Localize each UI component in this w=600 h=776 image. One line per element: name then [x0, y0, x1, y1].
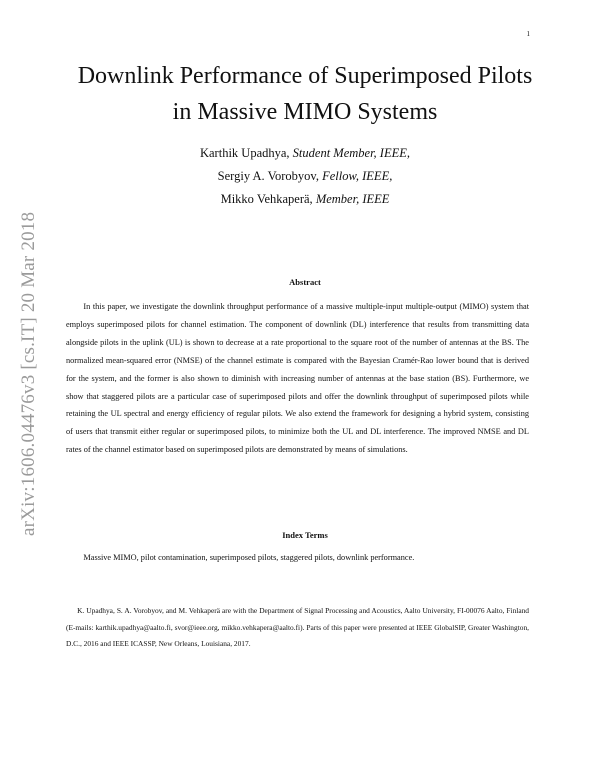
- index-terms-text: Massive MIMO, pilot contamination, superimposed pilots, staggered pilots, downlink performance.: [83, 553, 415, 562]
- author-list: [40, 142, 570, 211]
- title-line-2: in Massive MIMO Systems: [172, 99, 438, 125]
- author-1-name: Karthik Upadhya,: [199, 146, 290, 160]
- title-line-1: Downlink Performance of Superimposed Pilots: [77, 63, 533, 89]
- page-number: 1: [526, 30, 530, 38]
- author-1-affiliation: Student Member, IEEE,: [292, 146, 410, 160]
- author-3-name: Mikko Vehkaperä,: [220, 192, 313, 206]
- author-3-affiliation: Member, IEEE: [315, 192, 390, 206]
- author-footnote: K. Upadhya, S. A. Vorobyov, and M. Vehkaperä are with the Department of Signal Processing and Acoustics, Aalto University, FI-00076 Aalto, Finland (E-mails: karthik.upadhya@aalto.fi, svor@ieee.org, mikko.vehkapera@aalto.fi). Parts of this paper were presented at IEEE GlobalSIP, Greater Washington, D.C., 2016 and IEEE ICASSP, New Orleans, Louisiana, 2017.: [66, 606, 529, 648]
- abstract-heading: Abstract: [289, 277, 321, 287]
- author-3: [40, 188, 570, 211]
- author-2: [40, 165, 570, 188]
- author-2-name: Sergiy A. Vorobyov,: [217, 169, 319, 183]
- paper-title: [40, 58, 570, 130]
- author-1: [40, 142, 570, 165]
- arxiv-watermark: arXiv:1606.04476v3 [cs.IT] 20 Mar 2018: [18, 211, 39, 536]
- author-2-affiliation: Fellow, IEEE,: [322, 169, 393, 183]
- abstract-text: In this paper, we investigate the downlink throughput performance of a massive multiple-input multiple-output (MIMO) system that employs superimposed pilots for channel estimation. The component of downlink (DL) interference that results from transmitting data alongside pilots in the uplink (UL) is shown to decrease at a rate proportional to the square root of the number of antennas at the BS. The normalized mean-squared error (NMSE) of the channel estimate is compared with the Bayesian Cramér-Rao lower bound that is derived for the system, and the former is also shown to diminish with increasing number of antennas at the base station (BS). Furthermore, we show that staggered pilots are a particular case of superimposed pilots and offer the downlink throughput of superimposed pilots while retaining the UL spectral and energy efficiency of regular pilots. We also extend the framework for designing a hybrid system, consisting of users that transmit either regular or superimposed pilots, to minimize both the UL and DL interference. The improved NMSE and DL rates of the channel estimator based on superimposed pilots are demonstrated by means of simulations.: [66, 302, 529, 455]
- index-terms-heading: Index Terms: [282, 530, 328, 540]
